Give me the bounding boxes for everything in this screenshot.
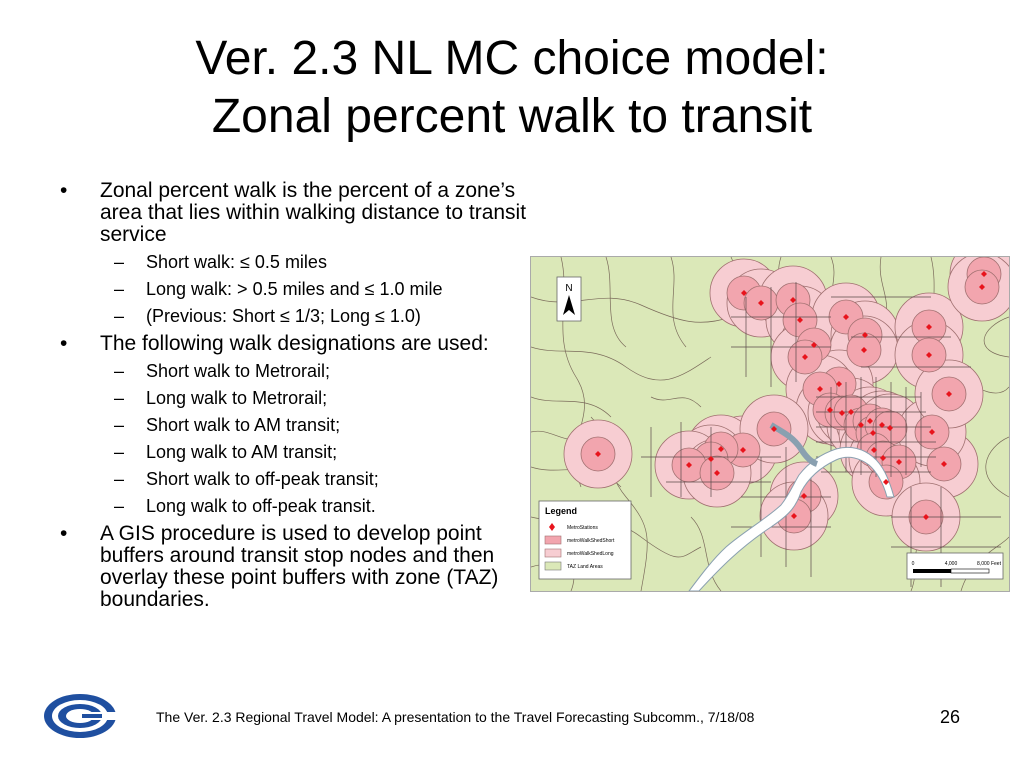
footer-text: The Ver. 2.3 Regional Travel Model: A presentation to the Travel Forecasting Subcomm., 7/18/08 — [156, 709, 755, 725]
bullet-text: Short walk to AM transit; — [146, 415, 341, 435]
page-number: 26 — [940, 707, 961, 727]
bullet-item — [58, 180, 528, 246]
slide-title — [60, 30, 964, 146]
legend-item-long: metroWalkShedLong — [567, 551, 614, 557]
bullet-marker: – — [114, 415, 125, 435]
bullet-text: Long walk to off-peak transit. — [146, 496, 376, 516]
bullet-text: The following walk designations are used: — [100, 332, 489, 355]
north-arrow — [557, 277, 581, 321]
slide-title-line1: Ver. 2.3 NL MC choice model: — [195, 32, 829, 85]
scale-tick-0: 0 — [911, 561, 915, 567]
sub-bullet-item — [58, 388, 528, 409]
bullet-marker: – — [114, 306, 125, 326]
bullet-text: Long walk: > 0.5 miles and ≤ 1.0 mile — [146, 279, 443, 299]
bullet-item — [58, 333, 528, 355]
bullet-marker: • — [60, 522, 68, 545]
walkshed-map — [530, 256, 1010, 592]
bullet-text: Short walk: ≤ 0.5 miles — [146, 252, 327, 272]
bullet-marker: – — [114, 442, 125, 462]
bullet-marker: – — [114, 496, 125, 516]
bullet-text: Short walk to off-peak transit; — [146, 469, 379, 489]
sub-bullet-item — [58, 469, 528, 490]
scale-bar — [907, 553, 1003, 579]
bullet-marker: – — [114, 279, 125, 299]
bullet-text: Zonal percent walk is the percent of a zone’s area that lies within walking distance to transit service — [100, 179, 527, 246]
bullet-text: (Previous: Short ≤ 1/3; Long ≤ 1.0) — [146, 306, 421, 326]
bullet-list — [58, 180, 528, 617]
sub-bullet-item — [58, 415, 528, 436]
bullet-marker: – — [114, 252, 125, 272]
legend-item-stations: MetroStations — [567, 525, 598, 531]
bullet-marker: – — [114, 469, 125, 489]
north-label: N — [565, 283, 573, 294]
map-canvas — [531, 257, 1009, 591]
scale-tick-1: 4,000 — [944, 561, 958, 567]
sub-bullet-item — [58, 252, 528, 273]
bullet-text: Long walk to Metrorail; — [146, 388, 328, 408]
legend-item-short: metroWalkShedShort — [567, 538, 615, 544]
bullet-item — [58, 523, 528, 611]
bullet-text: A GIS procedure is used to develop point buffers around transit stop nodes and then overlay these point buffers with zone (TAZ) boundaries. — [100, 522, 499, 611]
bullet-marker: – — [114, 388, 125, 408]
bullet-text: Long walk to AM transit; — [146, 442, 338, 462]
bullet-marker: • — [60, 179, 68, 202]
scale-tick-2: 8,000 Feet — [977, 561, 1001, 567]
organization-logo — [42, 692, 118, 740]
bullet-marker: • — [60, 332, 68, 355]
sub-bullet-item — [58, 496, 528, 517]
sub-bullet-item — [58, 279, 528, 300]
bullet-text: Short walk to Metrorail; — [146, 361, 331, 381]
bullet-marker: – — [114, 361, 125, 381]
slide-title-line2: Zonal percent walk to transit — [211, 90, 813, 143]
sub-bullet-item — [58, 361, 528, 382]
legend-title: Legend — [545, 506, 578, 516]
sub-bullet-item — [58, 442, 528, 463]
legend-item-taz: TAZ Land Areas — [567, 564, 603, 570]
map-legend — [539, 501, 631, 579]
sub-bullet-item — [58, 306, 528, 327]
